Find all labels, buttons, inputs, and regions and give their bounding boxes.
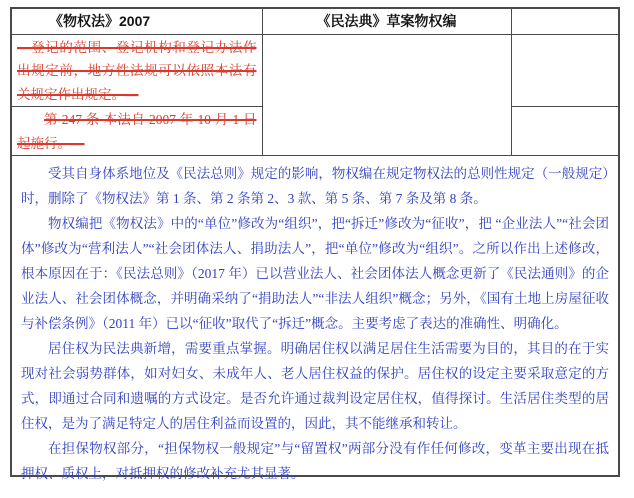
notes-empty-cell-top	[511, 34, 618, 107]
law-comparison-table	[12, 9, 618, 156]
deleted-provision-article-247: 第 247 条 本法自 2007 年 10 月 1 日起施行。—	[12, 107, 262, 156]
civil-code-draft-empty-cell	[262, 34, 511, 156]
table-header-row	[12, 9, 618, 34]
column-header-civil-code-draft: 《民法典》草案物权编	[262, 9, 511, 34]
table-row	[12, 34, 618, 107]
notes-empty-cell-bottom	[511, 107, 618, 156]
document-border-frame	[10, 7, 620, 481]
column-header-empty	[511, 9, 618, 34]
commentary-paragraph-terminology-changes: 物权编把《物权法》中的“单位”修改为“组织”，把“拆迁”修改为“征收”，把 “企业法人”“社会团体”修改为“营利法人”“社会团体法人、捐助法人”，把“单位”修改为“组织”。之所以作出上述修改，根本原因在于：《民法总则》（2017 年）已以营业法人、社会团体法人概念更新了《民法通则》的企业法人、社会团体概念，并明确采纳了“捐助法人”“非法人组织”概念；另外，《国有土地上房屋征收与补偿条例》（2011 年）已以“征收”取代了“拆迁”概念。主要考虑了表达的准确性、明确化。	[21, 216, 609, 331]
commentary-paragraph-general-rules-deletions: 受其自身体系地位及《民法总则》规定的影响，物权编在规定物权法的总则性规定（一般规定）时，删除了《物权法》第 1 条、第 2 条第 2、3 款、第 5 条、第 7 条及第 8 条。	[21, 166, 609, 206]
commentary-paragraph-right-of-habitation: 居住权为民法典新增，需要重点掌握。明确居住权以满足居住生活需要为目的，其目的在于实现对社会弱势群体，如对妇女、未成年人、老人居住权益的保护。居住权的设定主要采取意定的方式，即通过合同和遗嘱的方式设定。是否允许通过裁判设定居住权，值得探讨。生活居住类型的居住权，是为了满足特定人的居住利益而设置的，因此，其不能继承和转让。	[21, 341, 609, 431]
commentary-section	[12, 156, 618, 486]
deleted-provision-registration-scope: —登记的范围、登记机构和登记办法作出规定前，地方性法规可以依照本法有关规定作出规定。—	[12, 34, 262, 107]
commentary-paragraph-security-interests: 在担保物权部分，“担保物权一般规定”与“留置权”两部分没有作任何修改，变革主要出现在抵押权、质权上，对抵押权的修改补充尤其显著。	[21, 441, 609, 481]
column-header-property-law-2007: 《物权法》2007	[12, 9, 262, 34]
